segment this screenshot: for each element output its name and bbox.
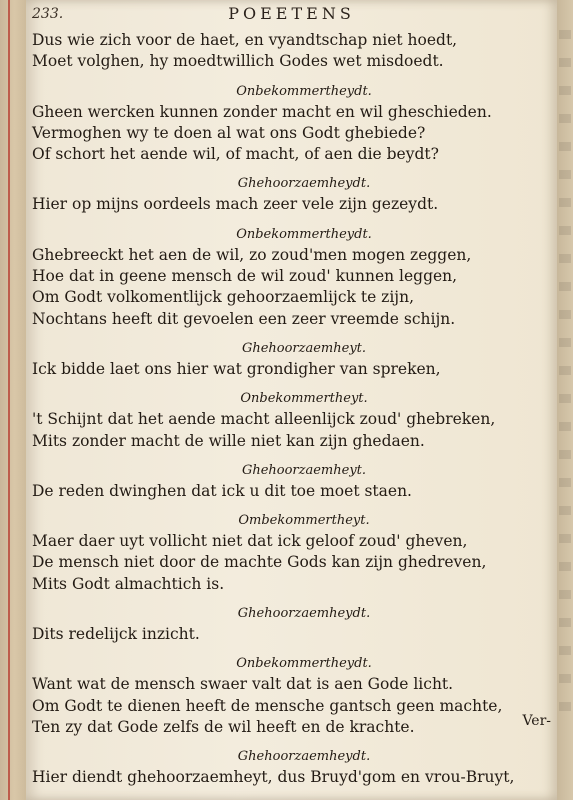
page-number: 233. (32, 6, 64, 22)
verse-line: Ghebreeckt het aen de wil, zo zoud'men mogen zeggen, (32, 245, 472, 264)
speaker-heading: Ombekommertheyt. (238, 513, 370, 529)
verse-line: 't Schijnt dat het aende macht alleenlijck zoud' ghebreken, (32, 410, 496, 429)
verse-line: Om Godt volkomentlijck gehoorzaemlijck te zijn, (32, 288, 415, 307)
page-header (26, 4, 557, 26)
speaker-heading: Onbekommertheydt. (236, 83, 372, 99)
verse-line: Om Godt te dienen heeft de mensche gantsch geen machte, (32, 696, 503, 715)
verse-line: Of schort het aende wil, of macht, of aen die beydt? (32, 145, 439, 164)
verse-line: De reden dwinghen dat ick u dit toe moet staen. (32, 481, 412, 500)
verse-line: Dits redelijck inzicht. (32, 625, 200, 644)
verse-line: Hier diendt ghehoorzaemheyt, dus Bruyd'gom en vrou-Bruyt, (32, 768, 515, 787)
speaker-heading: Ghehoorzaemheyt. (241, 462, 367, 478)
speaker-heading: Ghehoorzaemheydt. (237, 749, 371, 765)
running-title: POEETENS (228, 4, 355, 23)
verse-line: Dus wie zich voor de haet, en vyandtschap niet hoedt, (32, 31, 458, 49)
facing-page-edge (557, 0, 573, 800)
verse-line: De mensch niet door de machte Gods kan zijn ghedreven, (32, 553, 487, 572)
speaker-heading: Onbekommertheydt. (236, 226, 372, 242)
verse-line: Want wat de mensch swaer valt dat is aen Gode licht. (32, 675, 454, 694)
speaker-heading: Onbekommertheyt. (240, 391, 368, 407)
verse-line: Vermoghen wy te doen al wat ons Godt ghebiede? (32, 123, 426, 142)
catchword: Ver- (522, 713, 551, 729)
verse-line: Ten zy dat Gode zelfs de wil heeft en de krachte. (32, 717, 415, 736)
speaker-heading: Onbekommertheydt. (236, 656, 372, 672)
red-page-edge (8, 0, 10, 800)
speaker-heading: Ghehoorzaemheyt. (241, 340, 367, 356)
binding-spine (0, 0, 26, 800)
verse-line: Moet volghen, hy moedtwillich Godes wet misdoedt. (32, 52, 444, 71)
verse-line: Mits Godt almachtich is. (32, 574, 225, 593)
verse-line: Gheen wercken kunnen zonder macht en wil gheschieden. (32, 102, 492, 121)
book-page (26, 0, 557, 800)
verse-line: Mits zonder macht de wille niet kan zijn ghedaen. (32, 431, 425, 450)
verse-line: Hier op mijns oordeels mach zeer vele zijn gezeydt. (32, 195, 439, 214)
speaker-heading: Ghehoorzaemheydt. (237, 606, 371, 622)
verse-line: Maer daer uyt vollicht niet dat ick geloof zoud' gheven, (32, 532, 468, 551)
verse-line: Nochtans heeft dit gevoelen een zeer vreemde schijn. (32, 309, 456, 328)
verse-text (32, 30, 552, 789)
verse-line: Ick bidde laet ons hier wat grondigher van spreken, (32, 359, 441, 378)
verse-line: Hoe dat in geene mensch de wil zoud' kunnen leggen, (32, 267, 458, 286)
speaker-heading: Ghehoorzaemheydt. (237, 176, 371, 192)
